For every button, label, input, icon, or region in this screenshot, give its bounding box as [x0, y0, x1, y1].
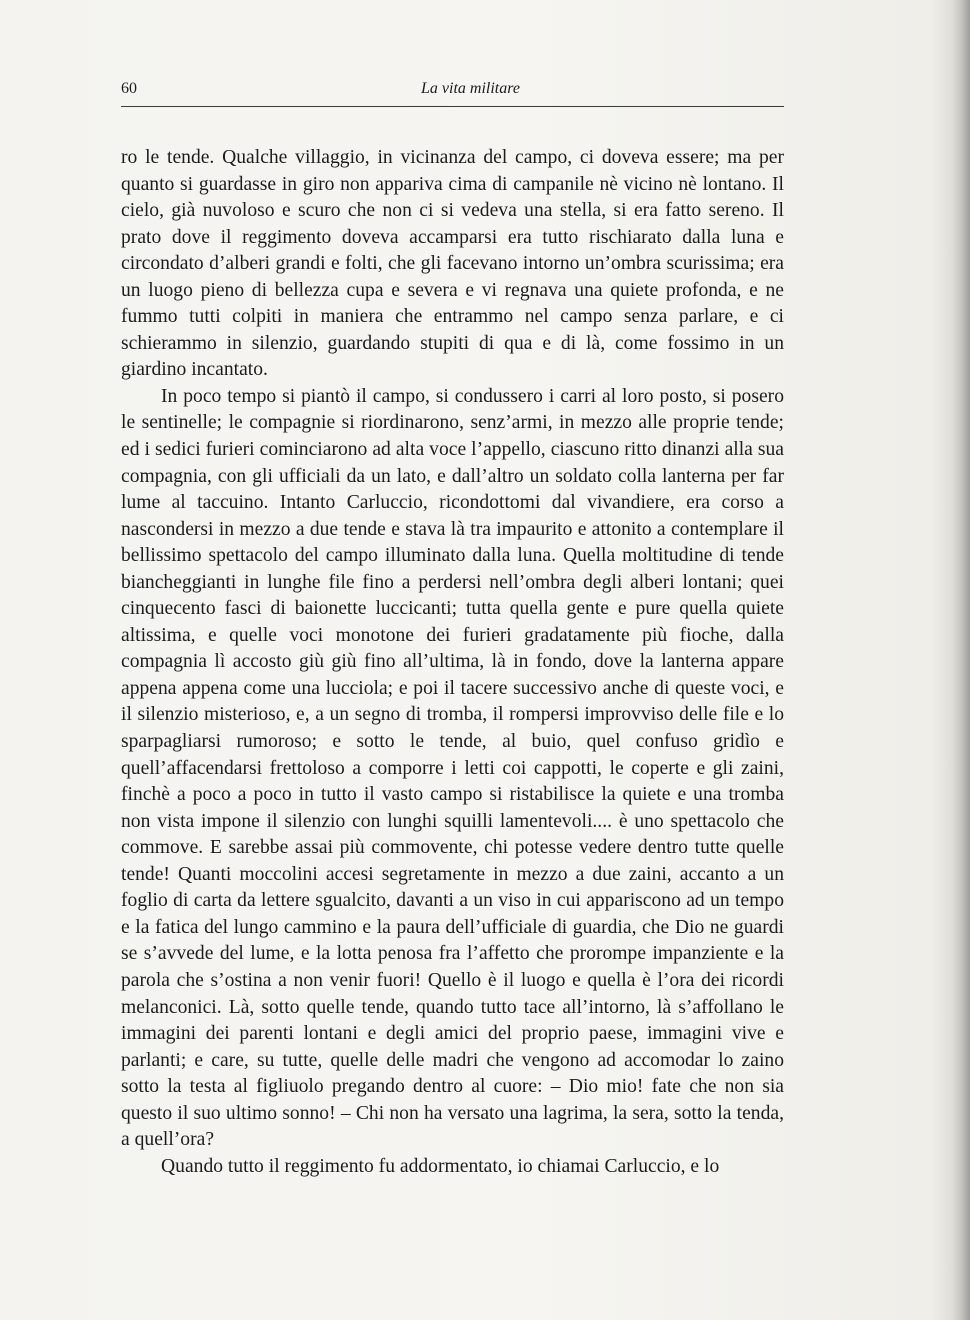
page-header	[121, 78, 784, 106]
body-text	[121, 145, 784, 1180]
header-rule	[121, 106, 784, 107]
page-number: 60	[121, 80, 137, 97]
scan-shadow-edge	[952, 0, 970, 1320]
running-title: La vita militare	[421, 80, 520, 97]
paragraph-1: ro le tende. Qualche villaggio, in vicinanza del campo, ci doveva essere; ma per quanto si guardasse in giro non appariva cima di campanile nè vicino nè lontano. Il cielo, già nuvoloso e scuro che non ci si vedeva una stella, si era fatto sereno. Il prato dove il reggimento doveva accamparsi era tutto rischiarato dalla luna e circondato d’alberi grandi e folti, che gli facevano intorno un’ombra scurissima; era un luogo pieno di bellezza cupa e severa e vi regnava una quiete profonda, e ne fummo tutti colpiti in maniera che entrammo nel campo senza parlare, e ci schierammo in silenzio, guardando stupiti di qua e di là, come fossimo in un giardino incantato.	[121, 147, 784, 381]
paragraph-2: In poco tempo si piantò il campo, si condussero i carri al loro posto, si posero le sentinelle; le compagnie si riordinarono, senz’armi, in mezzo alle proprie tende; ed i sedici furieri cominciarono ad alta voce l’appello, ciascuno ritto dinanzi alla sua compagnia, con gli ufficiali da un lato, e dall’altro un soldato colla lanterna per far lume al taccuino. Intanto Carluccio, ricondottomi dal vivandiere, era corso a nascondersi in mezzo a due tende e stava là tra impaurito e attonito a contemplare il bellissimo spettacolo del campo illuminato dalla luna. Quella moltitudine di tende biancheggianti in lunghe file fino a perdersi nell’ombra degli alberi lontani; quei cinquecento fasci di baionette luccicanti; tutta quella gente e pure quella quiete altissima, e quelle voci monotone dei furieri gradatamente più fioche, dalla compagnia lì accosto giù giù fino all’ultima, là in fondo, dove la lanterna appare appena appena come una lucciola; e poi il tacere successivo anche di queste voci, e il silenzio misterioso, e, a un segno di tromba, il rompersi improvviso delle file e lo sparpagliarsi rumoroso; e sotto le tende, al buio, quel confuso gridìo e quell’affacendarsi frettoloso a comporre i letti coi cappotti, le coperte e gli zaini, finchè a poco a poco in tutto il vasto campo si ristabilisce la quiete e una tromba non vista impone il silenzio con lunghi squilli lamentevoli.... è uno spettacolo che commove. E sarebbe assai più commovente, chi potesse vedere dentro tutte quelle tende! Quanti moccolini accesi segretamente in mezzo a due zaini, accanto a un foglio di carta da lettere sgualcito, davanti a un viso in cui appariscono ad un tempo e la fatica del lungo cammino e la paura dell’ufficiale di guardia, che Dio ne guardi se s’avvede del lume, e la lotta penosa fra l’affetto che prorompe impanziente e la parola che s’ostina a non venir fuori! Quello è il luogo e quella è l’ora dei ricordi melanconici. Là, sotto quelle tende, quando tutto tace all’intorno, là s’affollano le immagini dei parenti lontani e degli amici del proprio paese, immagini vive e parlanti; e care, su tutte, quelle delle madri che vengono ad accomodar lo zaino sotto la testa al figliuolo pregando dentro al cuore: – Dio mio! fate che non sia questo il suo ultimo sonno! – Chi non ha versato una lagrima, la sera, sotto la tenda, a quell’ora?	[121, 385, 784, 1151]
paragraph-3: Quando tutto il reggimento fu addormentato, io chiamai Carluccio, e lo	[161, 1155, 720, 1177]
